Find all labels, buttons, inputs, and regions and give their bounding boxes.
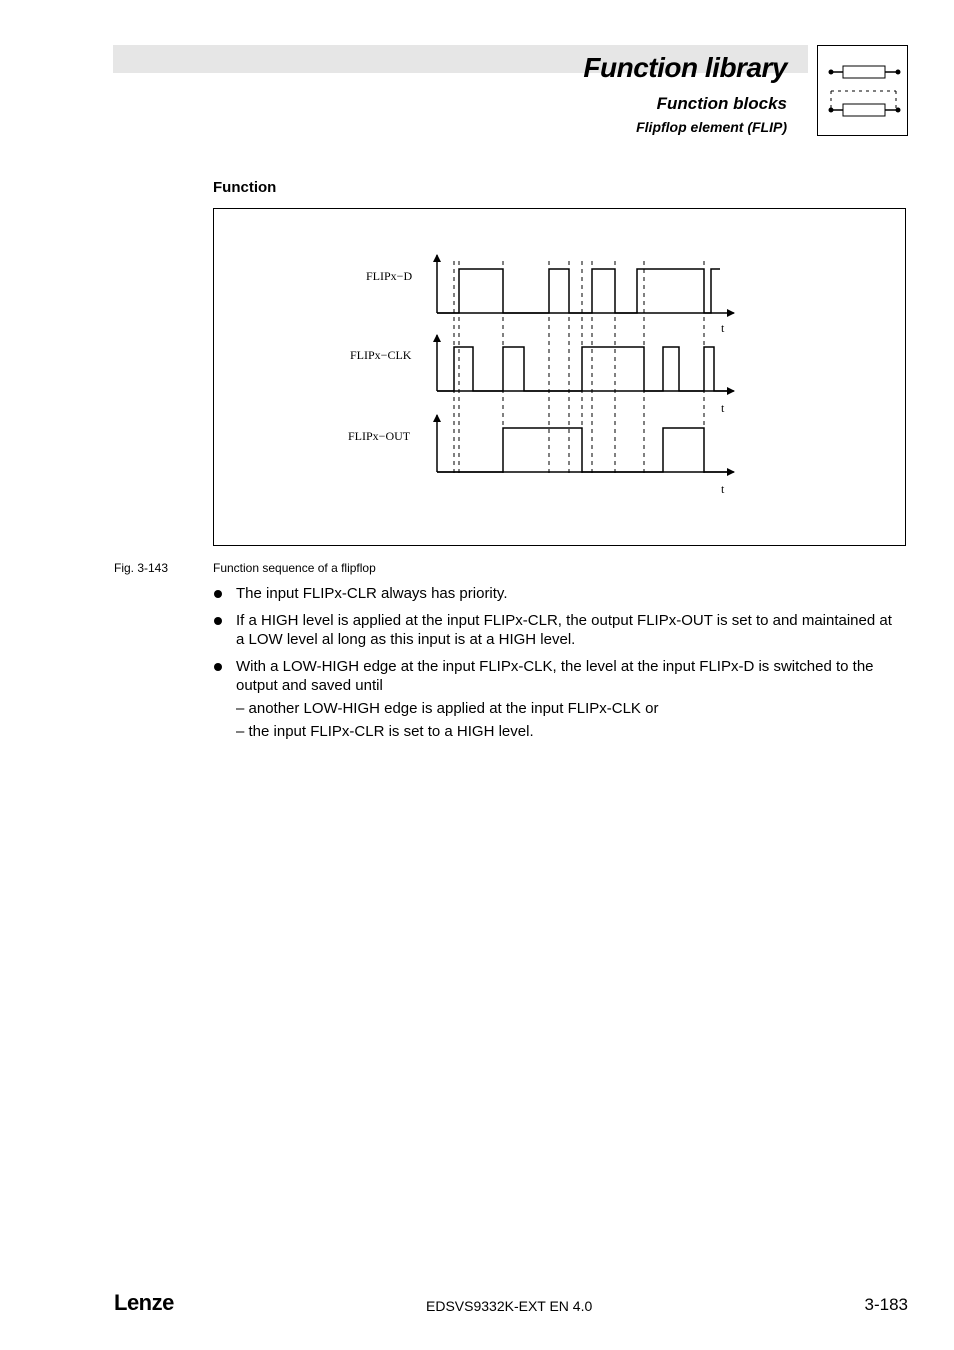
bullet-icon <box>214 590 222 598</box>
time-label-clk: t <box>721 401 725 415</box>
list-item <box>213 657 903 741</box>
sub-item: – another LOW-HIGH edge is applied at the input FLIPx-CLK or <box>236 700 659 717</box>
bullet-icon <box>214 617 222 625</box>
list-item-text: If a HIGH level is applied at the input FLIPx-CLR, the output FLIPx-OUT is set to and maintained at a LOW level al long as this input is at a HIGH level. <box>236 612 892 648</box>
signal-label-out: FLIPx−OUT <box>348 429 411 443</box>
list-item <box>213 584 903 603</box>
section-heading: Function <box>213 179 277 196</box>
lenze-logo: Lenze <box>114 1290 174 1315</box>
waveform-d <box>437 269 720 313</box>
time-markers <box>454 261 704 477</box>
signal-label-clk: FLIPx−CLK <box>350 348 412 362</box>
sub-item: – the input FLIPx-CLR is set to a HIGH level. <box>236 723 534 740</box>
signal-label-d: FLIPx−D <box>366 269 413 283</box>
bullet-list <box>213 584 903 749</box>
section-title: Flipflop element (FLIP) <box>636 119 787 135</box>
list-item-text: With a LOW-HIGH edge at the input FLIPx-CLK, the level at the input FLIPx-D is switched to the output and saved until <box>236 658 874 694</box>
bullet-icon <box>214 663 222 671</box>
page-number: 3-183 <box>864 1295 908 1314</box>
waveform-out <box>437 428 729 472</box>
waveform-clk <box>437 347 729 391</box>
page-subtitle: Function blocks <box>656 94 787 113</box>
page-title: Function library <box>583 52 787 83</box>
document-id: EDSVS9332K-EXT EN 4.0 <box>426 1298 593 1314</box>
figure-caption: Function sequence of a flipflop <box>213 561 376 575</box>
time-label-d: t <box>721 321 725 335</box>
function-block-icon <box>817 45 908 136</box>
list-item <box>213 611 903 649</box>
timing-diagram <box>213 208 906 546</box>
time-label-out: t <box>721 482 725 496</box>
figure-number: Fig. 3-143 <box>114 561 169 575</box>
list-item-text: The input FLIPx-CLR always has priority. <box>236 585 508 602</box>
